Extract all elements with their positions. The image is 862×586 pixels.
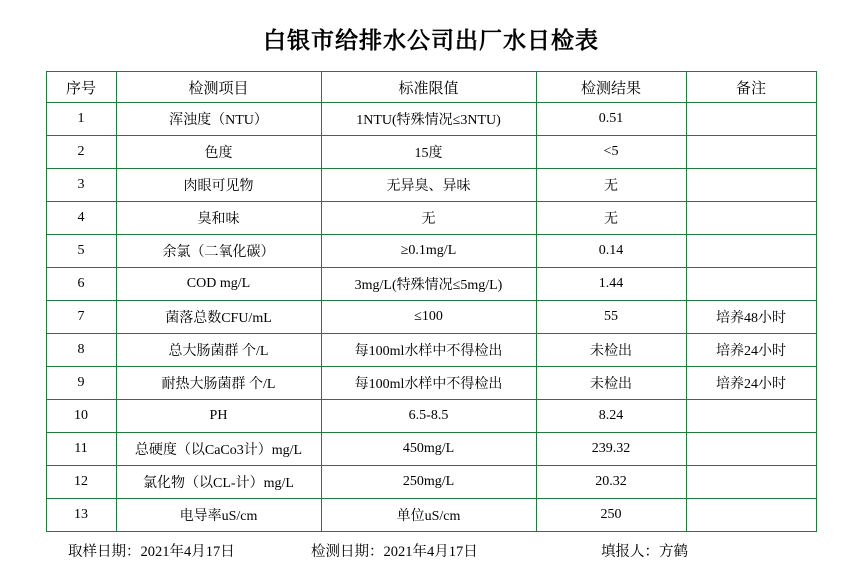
cell-result: 未检出 — [536, 367, 686, 400]
cell-index: 8 — [46, 334, 116, 367]
table-header-row — [46, 72, 816, 103]
table-row — [46, 268, 816, 301]
cell-limit: 每100ml水样中不得检出 — [321, 367, 536, 400]
cell-item: 臭和味 — [116, 202, 321, 235]
cell-index: 1 — [46, 103, 116, 136]
cell-remark — [686, 202, 816, 235]
cell-remark — [686, 499, 816, 532]
cell-index: 10 — [46, 400, 116, 433]
column-header-item: 检测项目 — [116, 72, 321, 103]
cell-item: PH — [116, 400, 321, 433]
cell-item: 浑浊度（NTU） — [116, 103, 321, 136]
cell-limit: 250mg/L — [321, 466, 536, 499]
cell-remark — [686, 136, 816, 169]
cell-item: 肉眼可见物 — [116, 169, 321, 202]
cell-index: 3 — [46, 169, 116, 202]
cell-result: <5 — [536, 136, 686, 169]
cell-item: 总硬度（以CaCo3计）mg/L — [116, 433, 321, 466]
cell-index: 13 — [46, 499, 116, 532]
water-inspection-table — [46, 71, 817, 532]
cell-limit: ≥0.1mg/L — [321, 235, 536, 268]
cell-item: COD mg/L — [116, 268, 321, 301]
table-row — [46, 499, 816, 532]
cell-result: 无 — [536, 169, 686, 202]
cell-limit: 3mg/L(特殊情况≤5mg/L) — [321, 268, 536, 301]
table-row — [46, 202, 816, 235]
cell-limit: 无异臭、异味 — [321, 169, 536, 202]
cell-remark — [686, 235, 816, 268]
cell-limit: 450mg/L — [321, 433, 536, 466]
cell-limit: 1NTU(特殊情况≤3NTU) — [321, 103, 536, 136]
cell-item: 电导率uS/cm — [116, 499, 321, 532]
cell-result: 8.24 — [536, 400, 686, 433]
table-row — [46, 136, 816, 169]
cell-remark — [686, 400, 816, 433]
test-date: 检测日期：2021年4月17日 — [311, 544, 478, 560]
table-row — [46, 103, 816, 136]
cell-item: 色度 — [116, 136, 321, 169]
table-row — [46, 367, 816, 400]
cell-item: 余氯（二氧化碳） — [116, 235, 321, 268]
cell-result: 250 — [536, 499, 686, 532]
cell-remark: 培养24小时 — [686, 367, 816, 400]
cell-result: 未检出 — [536, 334, 686, 367]
cell-item: 菌落总数CFU/mL — [116, 301, 321, 334]
table-row — [46, 235, 816, 268]
cell-limit: 无 — [321, 202, 536, 235]
sample-date: 取样日期：2021年4月17日 — [68, 544, 235, 560]
column-header-remark: 备注 — [686, 72, 816, 103]
column-header-limit: 标准限值 — [321, 72, 536, 103]
cell-index: 12 — [46, 466, 116, 499]
cell-remark — [686, 268, 816, 301]
table-row — [46, 400, 816, 433]
cell-remark — [686, 433, 816, 466]
cell-limit: 6.5-8.5 — [321, 400, 536, 433]
cell-result: 无 — [536, 202, 686, 235]
table-row — [46, 301, 816, 334]
cell-limit: 15度 — [321, 136, 536, 169]
cell-remark — [686, 466, 816, 499]
cell-index: 2 — [46, 136, 116, 169]
cell-index: 6 — [46, 268, 116, 301]
filler-name: 填报人：方鹤 — [601, 544, 688, 560]
cell-result: 0.51 — [536, 103, 686, 136]
cell-index: 5 — [46, 235, 116, 268]
footer — [46, 540, 816, 561]
table-row — [46, 334, 816, 367]
column-header-index: 序号 — [46, 72, 116, 103]
cell-item: 氯化物（以CL-计）mg/L — [116, 466, 321, 499]
column-header-result: 检测结果 — [536, 72, 686, 103]
cell-result: 0.14 — [536, 235, 686, 268]
cell-result: 1.44 — [536, 268, 686, 301]
table-row — [46, 466, 816, 499]
cell-remark: 培养48小时 — [686, 301, 816, 334]
table-row — [46, 433, 816, 466]
cell-index: 7 — [46, 301, 116, 334]
table-row — [46, 169, 816, 202]
cell-limit: ≤100 — [321, 301, 536, 334]
cell-result: 239.32 — [536, 433, 686, 466]
cell-limit: 单位uS/cm — [321, 499, 536, 532]
cell-item: 耐热大肠菌群 个/L — [116, 367, 321, 400]
cell-remark — [686, 169, 816, 202]
cell-index: 9 — [46, 367, 116, 400]
cell-result: 20.32 — [536, 466, 686, 499]
cell-remark — [686, 103, 816, 136]
cell-remark: 培养24小时 — [686, 334, 816, 367]
cell-index: 11 — [46, 433, 116, 466]
cell-item: 总大肠菌群 个/L — [116, 334, 321, 367]
cell-limit: 每100ml水样中不得检出 — [321, 334, 536, 367]
page-title: 白银市给排水公司出厂水日检表 — [263, 28, 599, 53]
cell-index: 4 — [46, 202, 116, 235]
cell-result: 55 — [536, 301, 686, 334]
